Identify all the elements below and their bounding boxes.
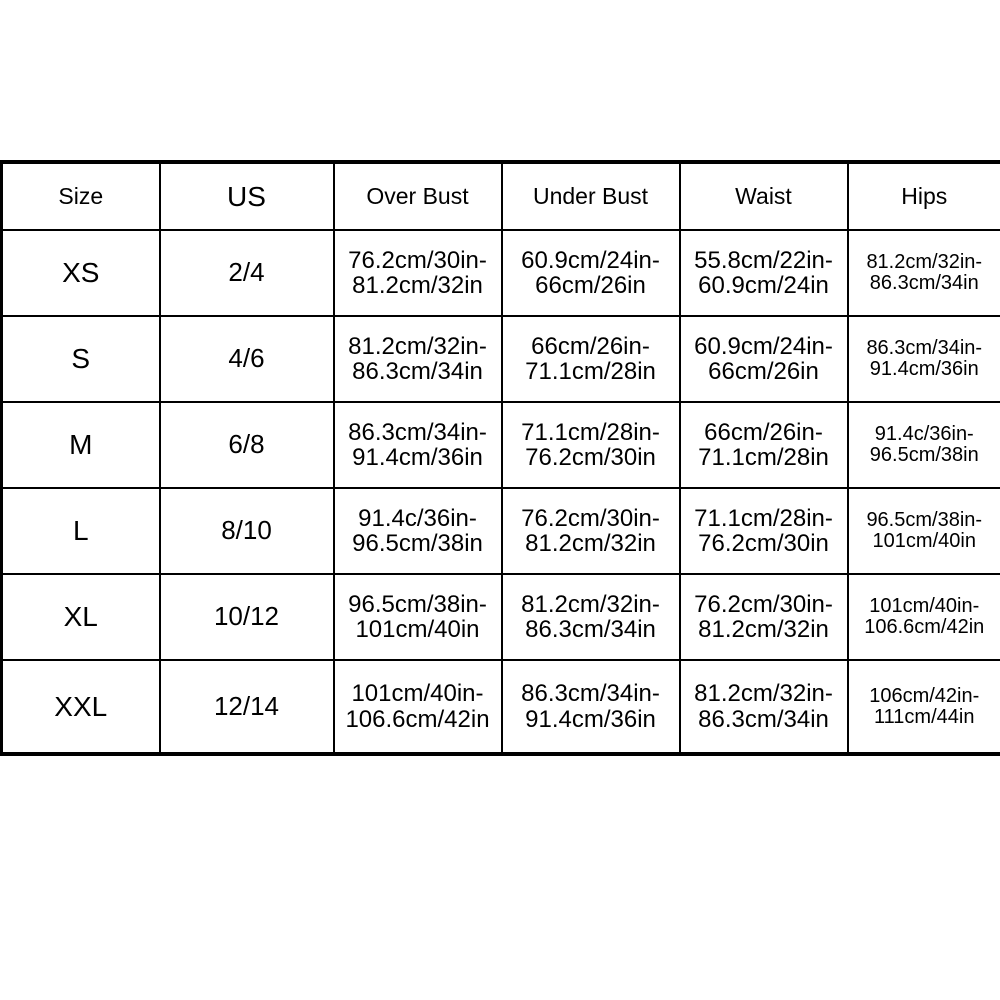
us-size-cell: 8/10: [160, 488, 334, 574]
header-hips: Hips: [848, 162, 1000, 230]
table-row: [2, 402, 1000, 488]
size-cell: XL: [2, 574, 160, 660]
hips-cell: 101cm/40in- 106.6cm/42in: [848, 574, 1000, 660]
under-bust-cell: 81.2cm/32in- 86.3cm/34in: [502, 574, 680, 660]
waist-cell: 76.2cm/30in- 81.2cm/32in: [680, 574, 848, 660]
header-size: Size: [2, 162, 160, 230]
header-us: US: [160, 162, 334, 230]
under-bust-cell: 76.2cm/30in- 81.2cm/32in: [502, 488, 680, 574]
waist-cell: 71.1cm/28in- 76.2cm/30in: [680, 488, 848, 574]
table-row: [2, 574, 1000, 660]
waist-cell: 60.9cm/24in- 66cm/26in: [680, 316, 848, 402]
over-bust-cell: 81.2cm/32in- 86.3cm/34in: [334, 316, 502, 402]
under-bust-cell: 66cm/26in- 71.1cm/28in: [502, 316, 680, 402]
over-bust-cell: 101cm/40in- 106.6cm/42in: [334, 660, 502, 754]
under-bust-cell: 71.1cm/28in- 76.2cm/30in: [502, 402, 680, 488]
hips-cell: 81.2cm/32in- 86.3cm/34in: [848, 230, 1000, 316]
table-row: [2, 660, 1000, 754]
size-cell: XXL: [2, 660, 160, 754]
over-bust-cell: 91.4c/36in- 96.5cm/38in: [334, 488, 502, 574]
us-size-cell: 4/6: [160, 316, 334, 402]
header-waist: Waist: [680, 162, 848, 230]
waist-cell: 66cm/26in- 71.1cm/28in: [680, 402, 848, 488]
size-cell: M: [2, 402, 160, 488]
hips-cell: 106cm/42in- 111cm/44in: [848, 660, 1000, 754]
over-bust-cell: 96.5cm/38in- 101cm/40in: [334, 574, 502, 660]
us-size-cell: 2/4: [160, 230, 334, 316]
hips-cell: 96.5cm/38in- 101cm/40in: [848, 488, 1000, 574]
header-over-bust: Over Bust: [334, 162, 502, 230]
us-size-cell: 10/12: [160, 574, 334, 660]
us-size-cell: 6/8: [160, 402, 334, 488]
size-cell: XS: [2, 230, 160, 316]
table-row: [2, 488, 1000, 574]
us-size-cell: 12/14: [160, 660, 334, 754]
under-bust-cell: 86.3cm/34in- 91.4cm/36in: [502, 660, 680, 754]
table-row: [2, 316, 1000, 402]
header-row: [2, 162, 1000, 230]
size-cell: L: [2, 488, 160, 574]
header-under-bust: Under Bust: [502, 162, 680, 230]
size-cell: S: [2, 316, 160, 402]
waist-cell: 55.8cm/22in- 60.9cm/24in: [680, 230, 848, 316]
size-chart-table: [0, 160, 1000, 756]
hips-cell: 91.4c/36in- 96.5cm/38in: [848, 402, 1000, 488]
hips-cell: 86.3cm/34in- 91.4cm/36in: [848, 316, 1000, 402]
over-bust-cell: 86.3cm/34in- 91.4cm/36in: [334, 402, 502, 488]
waist-cell: 81.2cm/32in- 86.3cm/34in: [680, 660, 848, 754]
table-row: [2, 230, 1000, 316]
over-bust-cell: 76.2cm/30in- 81.2cm/32in: [334, 230, 502, 316]
under-bust-cell: 60.9cm/24in- 66cm/26in: [502, 230, 680, 316]
